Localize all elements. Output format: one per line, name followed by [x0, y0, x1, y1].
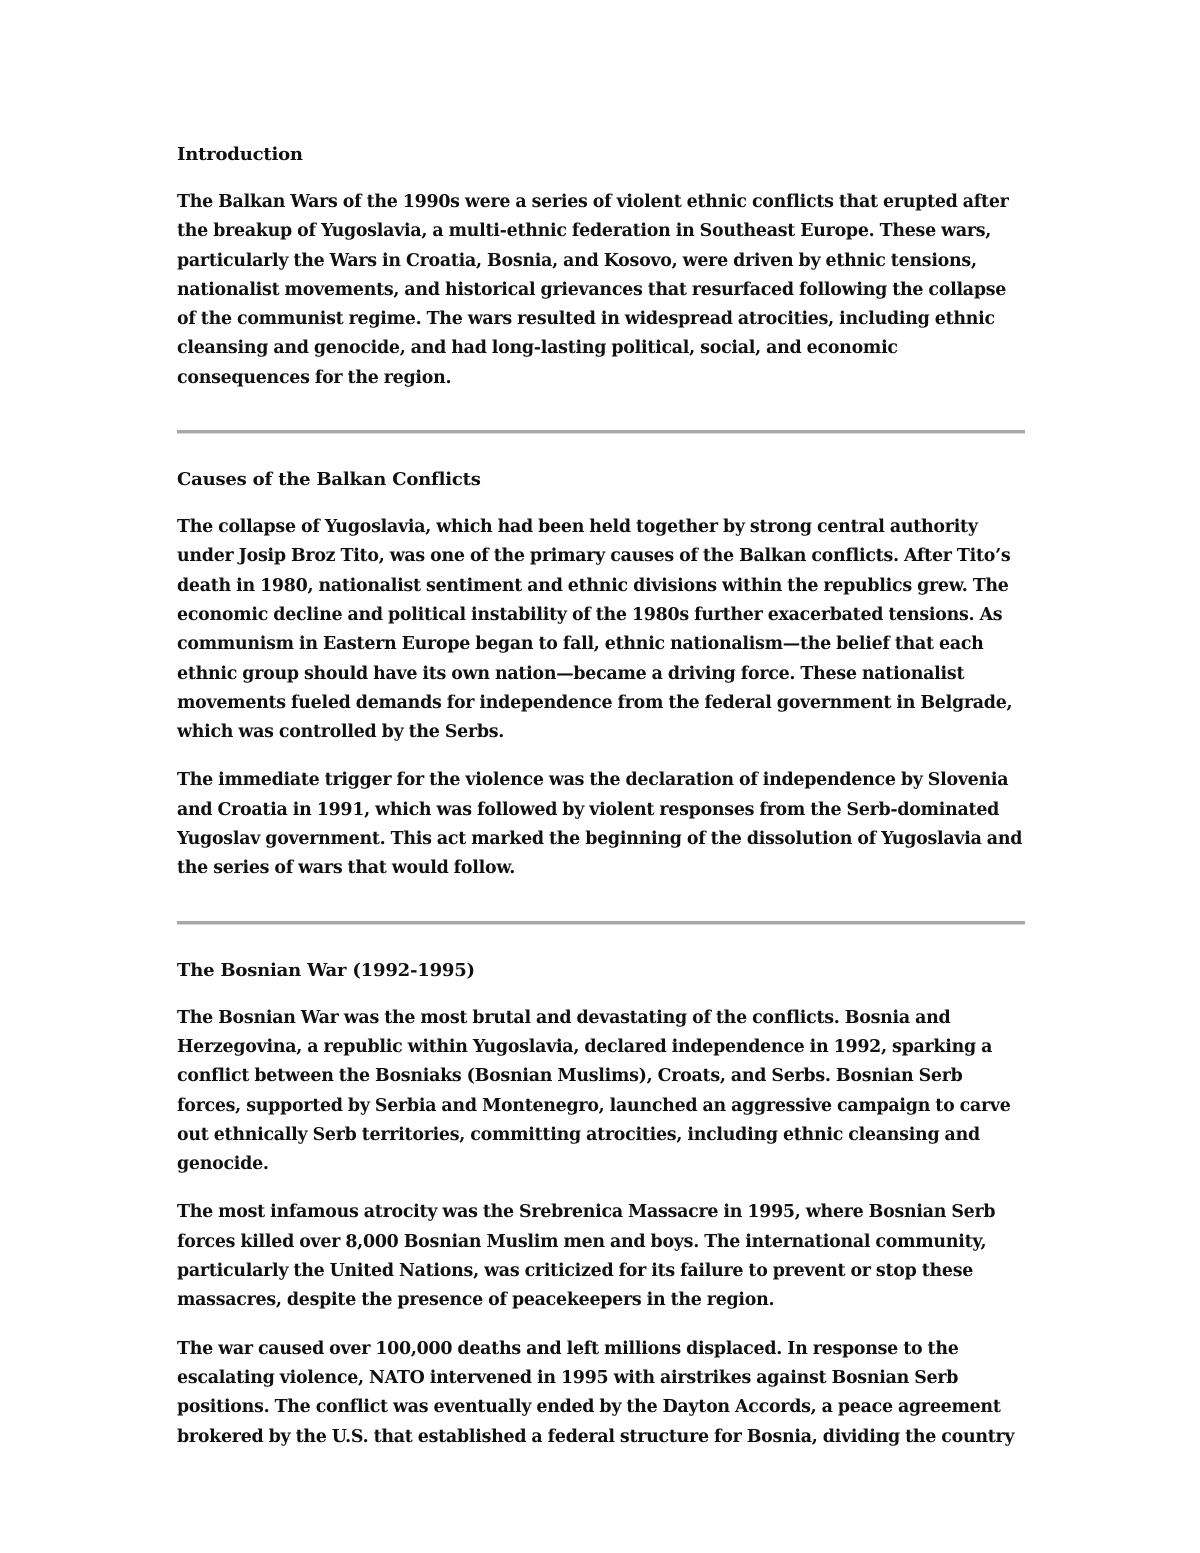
paragraph: The war caused over 100,000 deaths and left millions displaced. In response to the escalating violence, NATO intervened in 1995 with airstrikes against Bosnian Serb positions. The conflict was eventually ended by the Dayton Accords, a peace agreement brokered by the U.S. that established a federal structure for Bosnia, dividing the country	[177, 1338, 1015, 1447]
paragraph: The Bosnian War was the most brutal and devastating of the conflicts. Bosnia and Herzegovina, a republic within Yugoslavia, declared independence in 1992, sparking a conflict between the Bosniaks (Bosnian Muslims), Croats, and Serbs. Bosnian Serb forces, supported by Serbia and Montenegro, launched an aggressive campaign to carve out ethnically Serb territories, committing atrocities, including ethnic cleansing and genocide.	[177, 1007, 1011, 1175]
document-body	[177, 140, 1025, 1452]
paragraph: The collapse of Yugoslavia, which had been held together by strong central authority under Josip Broz Tito, was one of the primary causes of the Balkan conflicts. After Tito’s death in 1980, nationalist sentiment and ethnic divisions within the republics grew. The economic decline and political instability of the 1980s further exacerbated tensions. As communism in Eastern Europe began to fall, ethnic nationalism—the belief that each ethnic group should have its own nation—became a driving force. These nationalist movements fueled demands for independence from the federal government in Belgrade, which was controlled by the Serbs.	[177, 517, 1013, 743]
section-heading-introduction: Introduction	[177, 144, 303, 165]
section-heading-causes: Causes of the Balkan Conflicts	[177, 469, 481, 491]
paragraph: The most infamous atrocity was the Srebrenica Massacre in 1995, where Bosnian Serb forces killed over 8,000 Bosnian Muslim men and boys. The international community, particularly the United Nations, was criticized for its failure to prevent or stop these massacres, despite the presence of peacekeepers in the region.	[177, 1202, 996, 1311]
paragraph: The Balkan Wars of the 1990s were a series of violent ethnic conflicts that erupted after the breakup of Yugoslavia, a multi-ethnic federation in Southeast Europe. These wars, particularly the Wars in Croatia, Bosnia, and Kosovo, were driven by ethnic tensions, nationalist movements, and historical grievances that resurfaced following the collapse of the communist regime. The wars resulted in widespread atrocities, including ethnic cleansing and genocide, and had long-lasting political, social, and economic consequences for the region.	[177, 192, 1009, 388]
section-heading-bosnian-war: The Bosnian War (1992-1995)	[177, 959, 475, 981]
paragraph: The immediate trigger for the violence was the declaration of independence by Slovenia and Croatia in 1991, which was followed by violent responses from the Serb-dominated Yugoslav government. This act marked the beginning of the dissolution of Yugoslavia and the series of wars that would follow.	[177, 770, 1023, 879]
